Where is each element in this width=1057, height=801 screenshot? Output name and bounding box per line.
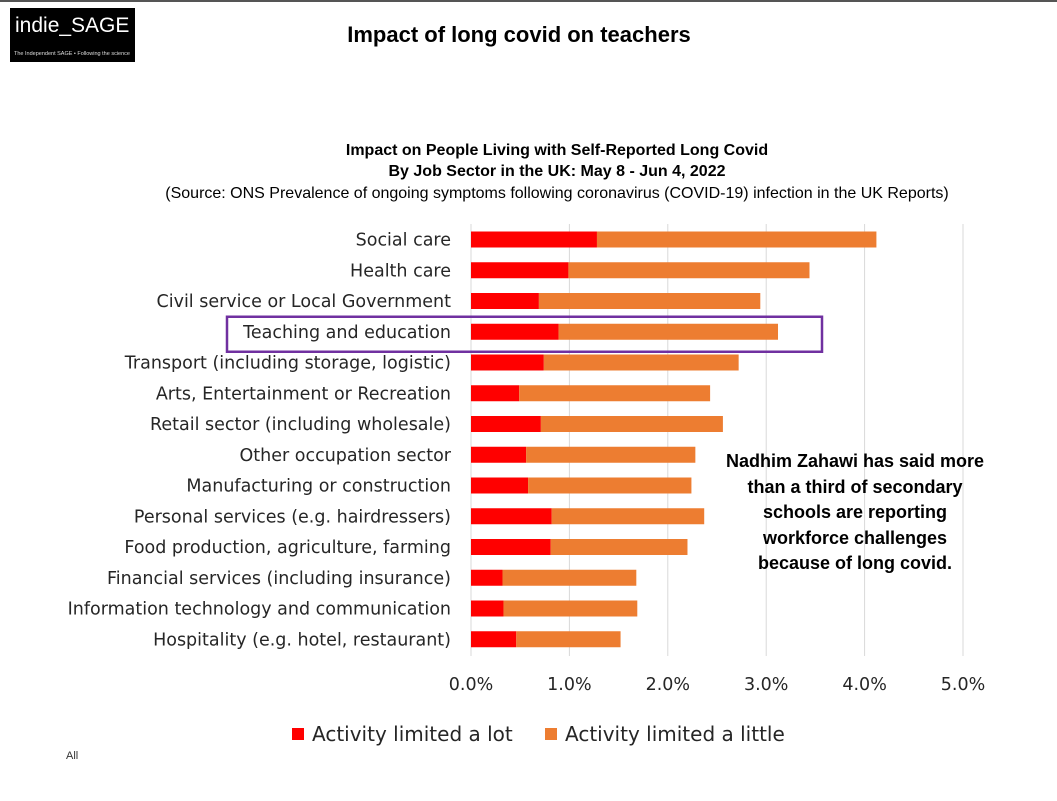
bar-limited-a-little (528, 478, 691, 494)
bar-limited-a-little (503, 601, 637, 617)
chart-source: (Source: ONS Prevalence of ongoing symptoms following coronavirus (COVID-19) infection in the UK Reports) (165, 185, 949, 202)
x-tick-label: 0.0% (448, 675, 494, 695)
bar-limited-a-lot (471, 631, 516, 647)
legend-label-limited-a-lot: Activity limited a lot (312, 722, 513, 746)
category-label: Health care (350, 261, 451, 282)
bar-limited-a-lot (471, 416, 541, 432)
category-label: Civil service or Local Government (156, 292, 451, 312)
bar-limited-a-lot (471, 539, 551, 555)
legend-swatch-limited-a-lot (292, 728, 304, 740)
bar-limited-a-little (539, 293, 760, 309)
category-label: Transport (including storage, logistic) (124, 353, 451, 374)
legend-swatch-limited-a-little (545, 728, 557, 740)
bar-limited-a-little (568, 262, 809, 278)
footer-mark: All (66, 750, 79, 762)
bar-limited-a-lot (471, 570, 502, 586)
bar-limited-a-little (544, 355, 739, 371)
bar-limited-a-little (551, 539, 688, 555)
category-label: Social care (355, 230, 451, 251)
bar-limited-a-lot (471, 324, 559, 340)
bar-limited-a-little (559, 324, 778, 340)
category-label: Arts, Entertainment or Recreation (155, 384, 451, 405)
category-label: Financial services (including insurance) (106, 568, 451, 589)
bar-limited-a-lot (471, 293, 539, 309)
logo-text: indie_SAGE (15, 14, 130, 37)
x-tick-label: 2.0% (645, 675, 691, 695)
category-label: Information technology and communication (67, 599, 451, 620)
category-label: Hospitality (e.g. hotel, restaurant) (153, 630, 451, 651)
category-label: Personal services (e.g. hairdressers) (133, 507, 451, 528)
category-label: Manufacturing or construction (186, 476, 451, 497)
bar-limited-a-lot (471, 508, 552, 524)
bar-limited-a-little (541, 416, 723, 432)
category-label: Food production, agriculture, farming (124, 538, 451, 558)
bar-limited-a-lot (471, 262, 568, 278)
page-title: Impact of long covid on teachers (347, 22, 691, 47)
bar-limited-a-little (519, 385, 710, 401)
x-tick-label: 1.0% (547, 675, 592, 695)
chart-title-line2: By Job Sector in the UK: May 8 - Jun 4, 2022 (388, 163, 726, 180)
bar-limited-a-lot (471, 355, 544, 371)
category-label: Teaching and education (243, 322, 451, 343)
category-label: Other occupation sector (239, 445, 451, 466)
chart-title-line1: Impact on People Living with Self-Reported Long Covid (345, 142, 769, 159)
bar-limited-a-lot (471, 601, 503, 617)
x-tick-label: 5.0% (940, 675, 986, 695)
logo-tagline: The Independent SAGE • Following the science (14, 51, 130, 57)
category-label: Retail sector (including wholesale) (150, 415, 451, 435)
x-tick-label: 3.0% (743, 675, 789, 695)
legend-label-limited-a-little: Activity limited a little (565, 722, 785, 746)
annotation-text: Nadhim Zahawi has said more than a third of secondary schools are reporting workforce challenges because of long covid. (725, 451, 985, 573)
bar-limited-a-lot (471, 385, 519, 401)
bar-limited-a-little (526, 447, 695, 463)
bar-limited-a-little (502, 570, 636, 586)
bar-limited-a-lot (471, 447, 526, 463)
x-tick-label: 4.0% (842, 675, 887, 695)
bar-limited-a-little (516, 631, 620, 647)
bar-limited-a-lot (471, 478, 528, 494)
bar-limited-a-little (552, 508, 705, 524)
bar-limited-a-lot (471, 232, 597, 248)
bar-limited-a-little (597, 232, 876, 248)
